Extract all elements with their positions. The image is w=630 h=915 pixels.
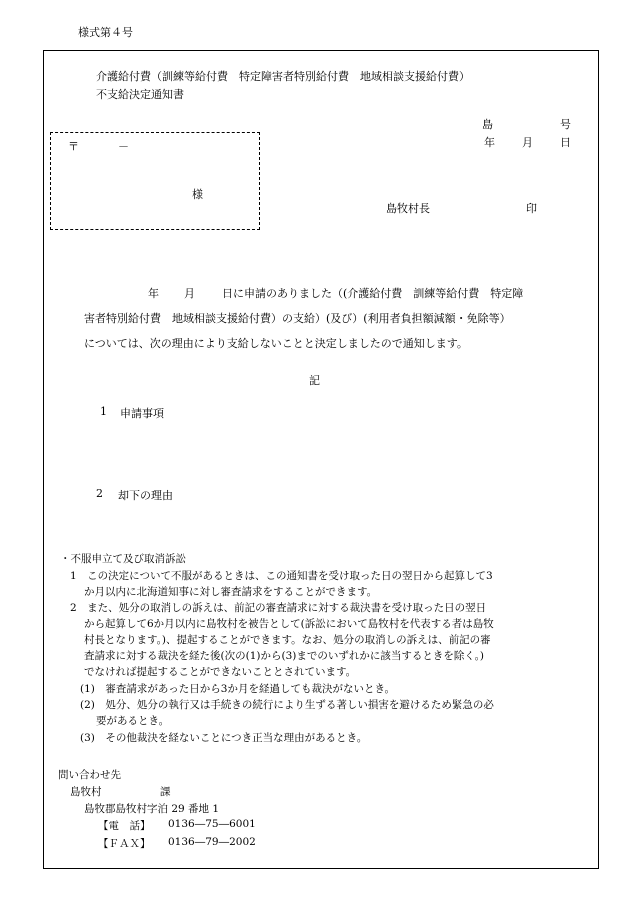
sender-name: 島牧村長 <box>386 202 430 215</box>
appeal-heading: ・不服申立て及び取消訴訟 <box>60 553 186 565</box>
appeal-line: でなければ提起することができないこととされています。 <box>84 666 357 678</box>
date-year: 年 <box>484 136 495 149</box>
appeal-line: 2 また、処分の取消しの訴えは、前記の審査請求に対する裁決書を受け取った日の翌日 <box>70 602 487 614</box>
contact-section: 課 <box>160 786 171 798</box>
appeal-line: 査請求に対する裁決を経た後(次の(1)から(3)までのいずれかに該当するときを除く。) <box>84 650 484 662</box>
doc-number-prefix: 島 <box>482 118 493 131</box>
item-2-number: 2 <box>96 487 103 500</box>
postal-mark: 〒 <box>68 140 79 153</box>
body-month: 月 <box>184 287 195 300</box>
appeal-line: から起算して6か月以内に島牧村を被告として(訴訟において島牧村を代表する者は島牧 <box>84 618 494 630</box>
appeal-line: か月以内に北海道知事に対し審査請求をすることができます。 <box>84 586 378 598</box>
item-1-number: 1 <box>100 405 107 418</box>
body-line-1: 日に申請のありました（(介護給付費 訓練等給付費 特定障 <box>222 287 524 300</box>
appeal-line: (2) 処分、処分の執行又は手続きの続行により生ずる著しい損害を避けるため緊急の必 <box>80 699 494 711</box>
appeal-line: (3) その他裁決を経ないことにつき正当な理由があるとき。 <box>80 732 368 744</box>
contact-tel: 0136―75―6001 <box>168 818 256 830</box>
record-heading: 記 <box>309 374 320 387</box>
appeal-line: (1) 審査請求があった日から3か月を経過しても裁決がないとき。 <box>80 683 396 695</box>
date-day: 日 <box>560 136 571 149</box>
form-number: 様式第４号 <box>78 26 133 39</box>
title-line-1: 介護給付費（訓練等給付費 特定障害者特別給付費 地域相談支援給付費） <box>96 70 470 83</box>
appeal-line: 村長となります。)、提起することができます。なお、処分の取消しの訴えは、前記の審 <box>84 634 491 646</box>
contact-tel-label: 【電 話】 <box>98 820 151 832</box>
appeal-line: 1 この決定について不服があるときは、この通知書を受け取った日の翌日から起算して3 <box>70 570 493 582</box>
recipient-address-box <box>50 132 260 230</box>
title-line-2: 不支給決定通知書 <box>96 88 184 101</box>
date-month: 月 <box>522 136 533 149</box>
contact-fax: 0136―79―2002 <box>168 836 256 848</box>
postal-dash: － <box>118 140 129 153</box>
appeal-line: 要があるとき。 <box>96 715 170 727</box>
item-2-label: 却下の理由 <box>118 489 173 502</box>
body-line-3: については、次の理由により支給しないことと決定しましたので通知します。 <box>84 337 468 350</box>
body-year: 年 <box>148 287 159 300</box>
contact-heading: 問い合わせ先 <box>58 769 121 781</box>
doc-number-suffix: 号 <box>560 118 571 131</box>
item-1-label: 申請事項 <box>120 407 164 420</box>
recipient-honorific: 様 <box>192 188 203 201</box>
contact-address: 島牧郡島牧村字泊 29 番地 1 <box>84 803 220 815</box>
seal-mark: 印 <box>526 202 537 215</box>
contact-fax-label: 【ＦＡＸ】 <box>98 838 151 850</box>
body-line-2: 害者特別給付費 地域相談支援給付費）の支給）(及び）(利用者負担額減額・免除等） <box>84 312 511 325</box>
contact-office: 島牧村 <box>70 786 102 798</box>
